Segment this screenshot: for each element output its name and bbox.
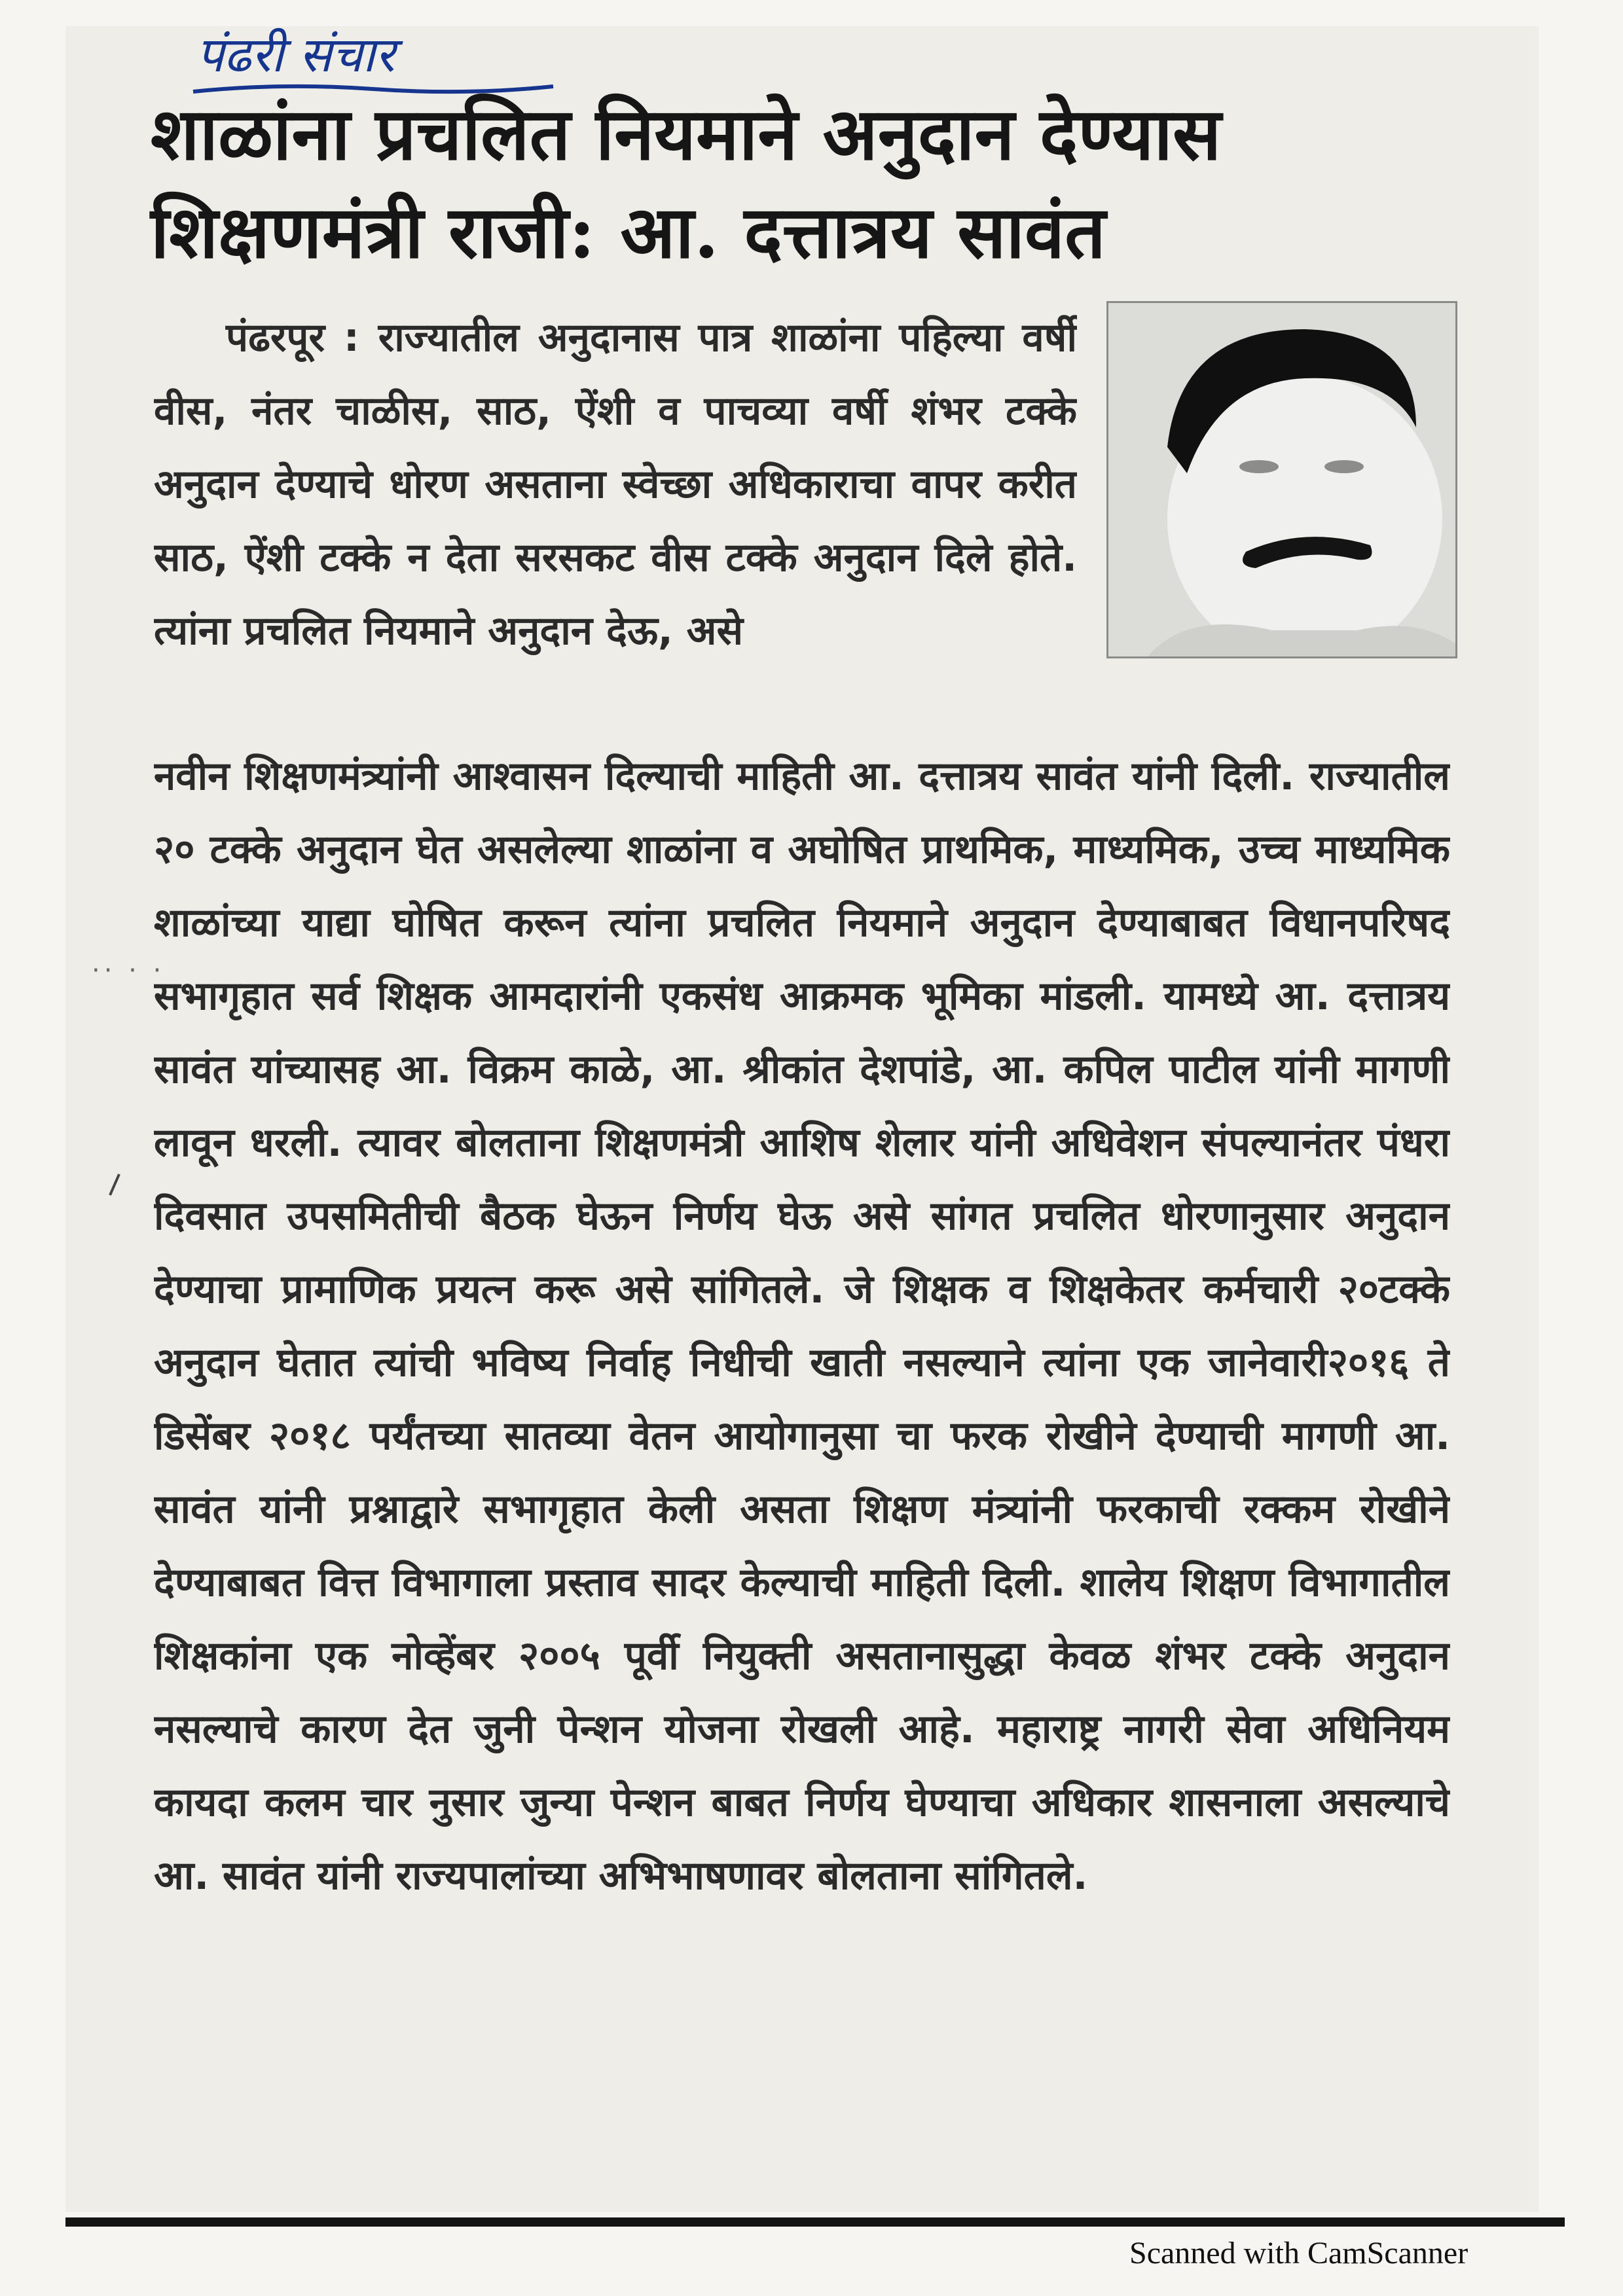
portrait-photo bbox=[1106, 301, 1457, 658]
bottom-border-line bbox=[65, 2217, 1565, 2227]
scan-artifact-dots: ·· · · bbox=[92, 956, 166, 986]
scanner-watermark: Scanned with CamScanner bbox=[1129, 2236, 1468, 2270]
article-body-column bbox=[154, 740, 1450, 2212]
article-intro: पंढरपूर : राज्यातील अनुदानास पात्र शाळांना पहिल्या वर्षी वीस, नंतर चाळीस, साठ, ऐंशी व पाचव्या वर्षी शंभर टक्के अनुदान देण्याचे धोरण असताना स्वेच्छा अधिकाराचा वापर करीत साठ, ऐंशी टक्के न देता सरसकट वीस टक्के अनुदान दिले होते. त्यांना प्रचलित नियमाने अनुदान देऊ, असे bbox=[154, 315, 1077, 654]
headline-line-1: शाळांना प्रचलित नियमाने अनुदान देण्यास bbox=[151, 92, 1222, 176]
article-body: नवीन शिक्षणमंत्र्यांनी आश्वासन दिल्याची माहिती आ. दत्तात्रय सावंत यांनी दिली. राज्यातील २० टक्के अनुदान घेत असलेल्या शाळांना व अघोषित प्राथमिक, माध्यमिक, उच्च माध्यमिक शाळांच्या याद्या घोषित करून त्यांना प्रचलित नियमाने अनुदान देण्याबाबत विधानपरिषद सभागृहात सर्व शिक्षक आमदारांनी एकसंध आक्रमक भूमिका मांडली. यामध्ये आ. दत्तात्रय सावंत यांच्यासह आ. विक्रम काळे, आ. श्रीकांत देशपांडे, आ. कपिल पाटील यांनी मागणी लावून धरली. त्यावर बोलताना शिक्षणमंत्री आशिष शेलार यांनी अधिवेशन संपल्यानंतर पंधरा दिवसात उपसमितीची बैठक घेऊन निर्णय घेऊ असे सांगत प्रचलित धोरणानुसार अनुदान देण्याचा प्रामाणिक प्रयत्न करू असे सांगितले. जे शिक्षक व शिक्षकेतर कर्मचारी २०टक्के अनुदान घेतात त्यांची भविष्य निर्वाह निधीची खाती नसल्याने त्यांना एक जानेवारी२०१६ ते डिसेंबर २०१८ पर्यंतच्या सातव्या वेतन आयोगानुसा चा फरक रोखीने देण्याची मागणी आ. सावंत यांनी प्रश्नाद्वारे सभागृहात केली असता शिक्षण मंत्र्यांनी फरकाची रक्कम रोखीने देण्याबाबत वित्त विभागाला प्रस्ताव सादर केल्याची माहिती दिली. शालेय शिक्षण विभागातील शिक्षकांना एक नोव्हेंबर २००५ पूर्वी नियुक्ती असतानासुद्धा केवळ शंभर टक्के अनुदान नसल्याचे कारण देत जुनी पेन्शन योजना रोखली आहे. महाराष्ट्र नागरी सेवा अधिनियम कायदा कलम चार नुसार जुन्या पेन्शन बाबत निर्णय घेण्याचा अधिकार शासनाला असल्याचे आ. सावंत यांनी राज्यपालांच्या अभिभाषणावर बोलताना सांगितले. bbox=[154, 753, 1450, 1899]
portrait-illustration bbox=[1108, 303, 1455, 656]
scan-artifact-mark bbox=[105, 1172, 124, 1198]
headline-line-2: शिक्षणमंत्री राजी: आ. दत्तात्रय सावंत bbox=[151, 190, 1106, 274]
article-intro-column bbox=[154, 301, 1077, 746]
handwritten-source-note: पंढरी संचार bbox=[196, 27, 395, 83]
